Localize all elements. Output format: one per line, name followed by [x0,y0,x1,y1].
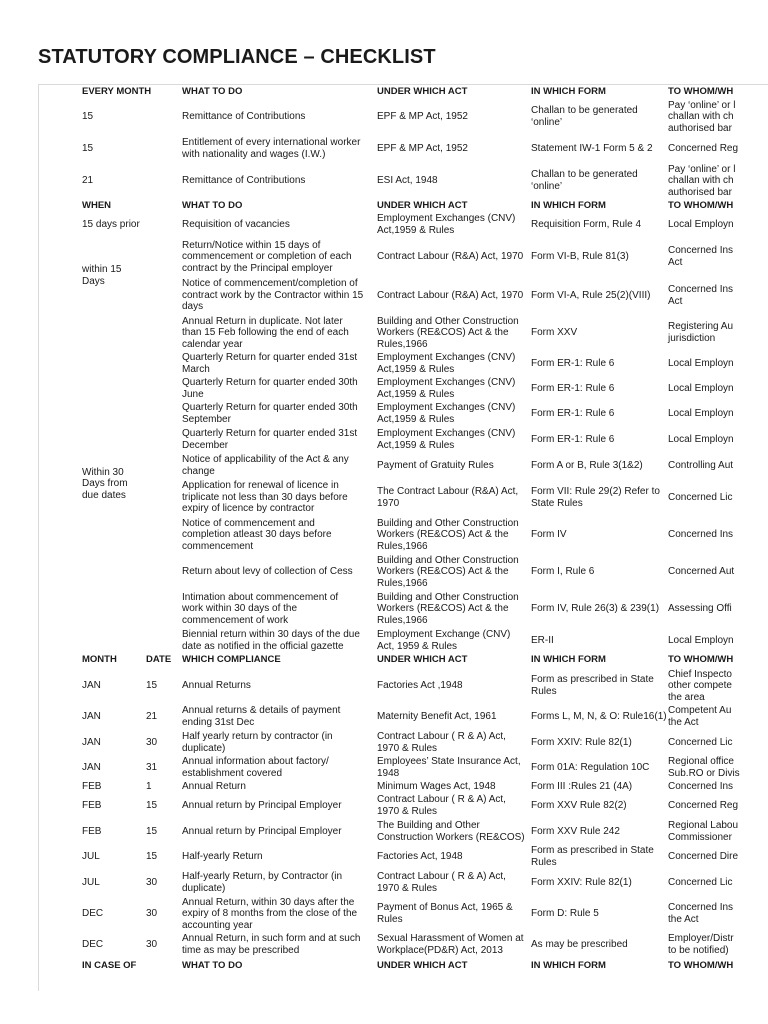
col-act-cell: Sexual Harassment of Women at Workplace(PD&R) Act, 2013 [377,933,524,956]
col-whom-cell: Regional Labou Commissioner [668,819,739,843]
section-header-row [39,959,768,973]
col-act-cell: Contract Labour ( R & A) Act, 1970 & Rules [377,730,506,754]
col-whom-header: TO WHOM/WH [668,200,734,212]
col-whom-cell: Concerned Reg [668,143,739,155]
col-what-cell: Remittance of Contributions [182,175,306,187]
col-what-cell: Notice of commencement/completion of contract work by the Contractor within 15 days [182,278,364,313]
col-month-cell: JUL [82,876,100,888]
when-group [39,238,768,314]
col-form-cell: As may be prescribed [531,939,628,951]
table-row [39,135,768,163]
col-whom-cell: Concerned Ins the Act [668,902,734,925]
col-whom-cell: Controlling Aut [668,459,734,471]
table-row [39,819,768,844]
col-what-cell: Quarterly Return for quarter ended 31st March [182,352,358,375]
section-header-row [39,653,768,667]
col-act-cell: EPF & MP Act, 1952 [377,111,468,123]
when-group [39,213,768,237]
col-act-cell: Building and Other Construction Workers (RE&COS) Act & the Rules,1966 [377,554,519,589]
col-form-cell: Form ER-1: Rule 6 [531,383,615,395]
col-act-cell: Employment Exchanges (CNV) Act,1959 & Rules [377,402,516,425]
col-form-cell: Requisition Form, Rule 4 [531,219,642,231]
when-group [39,315,768,653]
col-form-cell: Form VII: Rule 29(2) Refer to State Rules [531,485,660,509]
col-what-header: WHAT TO DO [182,960,243,972]
col-compliance-cell: Annual return by Principal Employer [182,825,342,837]
table-row [39,933,768,957]
col-form-cell: Form I, Rule 6 [531,566,595,578]
col-what-header: WHAT TO DO [182,86,243,98]
col-whom-cell: Concerned Dire [668,851,739,863]
col-act-header: UNDER WHICH ACT [377,86,468,98]
col-date-cell: 30 [146,939,158,951]
col-compliance-cell: Annual Return, within 30 days after the expiry of 8 months from the close of the accounting year [182,896,358,931]
col-act-cell: Employment Exchanges (CNV) Act,1959 & Rules [377,213,516,236]
col-act-cell: Building and Other Construction Workers (RE&COS) Act & the Rules,1966 [377,517,519,552]
col-form-cell: Form III :Rules 21 (4A) [531,781,633,793]
col-month-cell: JAN [82,711,101,723]
col-act-cell: Payment of Bonus Act, 1965 & Rules [377,902,513,925]
col-what-cell: Requisition of vacancies [182,219,290,231]
col-what-cell: Intimation about commencement of work within 30 days of the commencement of work [182,591,339,626]
col-what-cell: Application for renewal of licence in triplicate not less than 30 days before expiry of licence by contractor [182,480,348,515]
col-act-cell: Employees’ State Insurance Act, 1948 [377,756,521,779]
col-form-cell: Form as prescribed in State Rules [531,674,654,697]
compliance-table [38,84,768,991]
col-whom-cell: Local Employn [668,383,734,395]
col-compliance-cell: Annual information about factory/ establishment covered [182,756,329,779]
col-what-cell: Annual Return in duplicate. Not later than 15 Feb following the end of each calendar year [182,315,349,350]
col-whom-header: TO WHOM/WH [668,86,734,98]
col-when-cell: 15 [82,143,94,155]
col-compliance-cell: Half yearly return by contractor (in duplicate) [182,730,333,754]
col-compliance-cell: Annual returns & details of payment ending 31st Dec [182,705,341,728]
col-date-cell: 30 [146,908,158,920]
col-date-cell: 30 [146,876,158,888]
col-act-cell: Employment Exchanges (CNV) Act,1959 & Rules [377,352,516,375]
col-form-header: IN WHICH FORM [531,86,606,98]
table-row [39,705,768,729]
col-compliance-cell: Annual Return, in such form and at such time as may be prescribed [182,933,361,956]
col-what-cell: Quarterly Return for quarter ended 30th September [182,402,358,425]
col-when-cell: 21 [82,175,94,187]
col-act-cell: Payment of Gratuity Rules [377,459,494,471]
col-date-header: DATE [146,654,172,666]
col-form-cell: Form 01A: Regulation 10C [531,762,650,774]
col-act-cell: ESI Act, 1948 [377,175,438,187]
col-form-cell: Form ER-1: Rule 6 [531,433,615,445]
col-compliance-cell: Half-yearly Return, by Contractor (in duplicate) [182,870,343,894]
col-act-cell: Contract Labour ( R & A) Act, 1970 & Rules [377,870,506,894]
col-what-header: WHAT TO DO [182,200,243,212]
col-form-header: IN WHICH FORM [531,654,606,666]
col-whom-cell: Regional office Sub.RO or Divis [668,756,740,779]
col-form-cell: Challan to be generated ‘online’ [531,105,638,128]
col-whom-cell: Concerned Ins Act [668,283,734,307]
col-form-header: IN WHICH FORM [531,200,606,212]
col-form-cell: Form IV, Rule 26(3) & 239(1) [531,603,660,615]
col-act-cell: The Contract Labour (R&A) Act, 1970 [377,485,519,509]
col-act-cell: Minimum Wages Act, 1948 [377,781,496,793]
table-row [39,100,768,134]
col-act-cell: The Building and Other Construction Workers (RE&COS) [377,819,525,843]
col-whom-cell: Pay ‘online’ or l challan with ch authorised bar [668,99,736,134]
col-whom-cell: Concerned Lic [668,736,733,748]
col-whom-cell: Concerned Ins [668,781,734,793]
col-what-cell: Notice of commencement and completion atleast 30 days before commencement [182,517,332,552]
col-what-cell: Entitlement of every international worker with nationality and wages (I.W.) [182,137,361,160]
table-row [39,794,768,818]
col-whom-cell: Chief Inspecto other compete the area [668,668,732,703]
col-what-cell: Biennial return within 30 days of the due date as notified in the official gazette [182,628,360,652]
col-when-header: WHEN [82,200,112,212]
col-whom-cell: Pay ‘online’ or l challan with ch authorised bar [668,163,736,198]
col-month-cell: FEB [82,800,102,812]
col-act-cell: Employment Exchanges (CNV) Act,1959 & Rules [377,377,516,400]
col-form-cell: Statement IW-1 Form 5 & 2 [531,143,653,155]
col-whom-cell: Local Employn [668,634,734,646]
col-date-cell: 15 [146,680,158,692]
col-when-header: IN CASE OF [82,960,137,972]
table-row [39,896,768,932]
col-whom-cell: Concerned Ins Act [668,245,734,268]
page-title: STATUTORY COMPLIANCE – CHECKLIST [38,46,436,68]
when-group-label: within 15 Days [82,264,122,287]
col-when-cell: 15 [82,111,94,123]
col-date-cell: 15 [146,851,158,863]
col-whom-cell: Local Employn [668,433,734,445]
col-act-header: UNDER WHICH ACT [377,200,468,212]
col-whom-header: TO WHOM/WH [668,654,734,666]
table-row [39,164,768,198]
table-row [39,845,768,869]
col-month-header: MONTH [82,654,117,666]
col-month-cell: FEB [82,781,102,793]
col-form-cell: Form XXIV: Rule 82(1) [531,736,632,748]
col-month-cell: JAN [82,762,101,774]
col-act-cell: Contract Labour ( R & A) Act, 1970 & Rules [377,794,506,817]
col-whom-cell: Concerned Lic [668,491,733,503]
col-month-cell: JAN [82,736,101,748]
col-compliance-header: WHICH COMPLIANCE [182,654,281,666]
col-form-cell: Form XXV Rule 242 [531,825,620,837]
col-date-cell: 31 [146,762,158,774]
col-month-cell: JAN [82,680,101,692]
col-form-cell: Form ER-1: Rule 6 [531,408,615,420]
col-date-cell: 1 [146,781,152,793]
col-month-cell: FEB [82,825,102,837]
col-whom-cell: Concerned Aut [668,566,735,578]
table-row [39,668,768,704]
col-act-cell: Employment Exchanges (CNV) Act,1959 & Rules [377,427,516,451]
table-row [39,730,768,755]
col-act-cell: Building and Other Construction Workers (RE&COS) Act & the Rules,1966 [377,315,519,350]
col-month-cell: DEC [82,908,104,920]
col-compliance-cell: Annual Returns [182,680,251,692]
col-act-cell: Building and Other Construction Workers (RE&COS) Act & the Rules,1966 [377,591,519,626]
col-act-cell: Factories Act ,1948 [377,680,463,692]
col-whom-cell: Concerned Ins [668,529,734,541]
col-act-header: UNDER WHICH ACT [377,654,468,666]
col-whom-cell: Employer/Distr to be notified) [668,933,734,956]
col-act-cell: EPF & MP Act, 1952 [377,143,468,155]
col-whom-cell: Competent Au the Act [668,705,732,728]
col-date-cell: 15 [146,825,158,837]
col-act-header: UNDER WHICH ACT [377,960,468,972]
col-form-header: IN WHICH FORM [531,960,606,972]
col-whom-cell: Local Employn [668,219,734,231]
col-date-cell: 30 [146,736,158,748]
col-form-cell: Form XXIV: Rule 82(1) [531,876,632,888]
col-form-cell: Form ER-1: Rule 6 [531,358,615,370]
col-what-cell: Notice of applicability of the Act & any change [182,453,349,477]
col-form-cell: Form VI-A, Rule 25(2)(VIII) [531,289,651,301]
table-row [39,756,768,780]
col-month-cell: JUL [82,851,100,863]
col-form-cell: Form VI-B, Rule 81(3) [531,251,629,263]
col-date-cell: 15 [146,800,158,812]
col-form-cell: Form XXV Rule 82(2) [531,800,627,812]
col-whom-cell: Assessing Offi [668,603,732,615]
col-compliance-cell: Annual Return [182,781,246,793]
col-whom-cell: Local Employn [668,408,734,420]
col-compliance-cell: Annual return by Principal Employer [182,800,342,812]
col-when-header: EVERY MONTH [82,86,152,98]
when-group-label: Within 30 Days from due dates [82,466,128,501]
table-row [39,870,768,895]
col-act-cell: Contract Labour (R&A) Act, 1970 [377,289,524,301]
col-form-cell: Challan to be generated ‘online’ [531,169,638,192]
col-whom-cell: Concerned Lic [668,876,733,888]
col-month-cell: DEC [82,939,104,951]
col-what-cell: Remittance of Contributions [182,111,306,123]
col-act-cell: Employment Exchange (CNV) Act, 1959 & Rules [377,628,511,652]
col-form-cell: ER-II [531,634,554,646]
col-what-cell: Return about levy of collection of Cess [182,566,353,578]
col-what-cell: Quarterly Return for quarter ended 30th June [182,377,358,400]
col-whom-cell: Registering Au jurisdiction [668,321,734,344]
col-form-cell: Form D: Rule 5 [531,908,599,920]
table-row [39,781,768,793]
section-header-row [39,85,768,99]
col-form-cell: Form XXV [531,327,578,339]
col-act-cell: Factories Act, 1948 [377,851,463,863]
col-compliance-cell: Half-yearly Return [182,851,263,863]
col-form-cell: Form A or B, Rule 3(1&2) [531,459,643,471]
col-act-cell: Maternity Benefit Act, 1961 [377,711,497,723]
col-date-cell: 21 [146,711,158,723]
col-what-cell: Quarterly Return for quarter ended 31st December [182,427,358,451]
col-form-cell: Forms L, M, N, & O: Rule16(1) [531,711,667,723]
col-form-cell: Form IV [531,529,567,541]
when-group-label: 15 days prior [82,219,140,231]
col-what-cell: Return/Notice within 15 days of commencement or completion of each contract by the Principal employer [182,239,352,274]
col-whom-header: TO WHOM/WH [668,960,734,972]
section-header-row [39,199,768,213]
col-act-cell: Contract Labour (R&A) Act, 1970 [377,251,524,263]
col-form-cell: Form as prescribed in State Rules [531,845,654,868]
col-whom-cell: Local Employn [668,358,734,370]
col-whom-cell: Concerned Reg [668,800,739,812]
